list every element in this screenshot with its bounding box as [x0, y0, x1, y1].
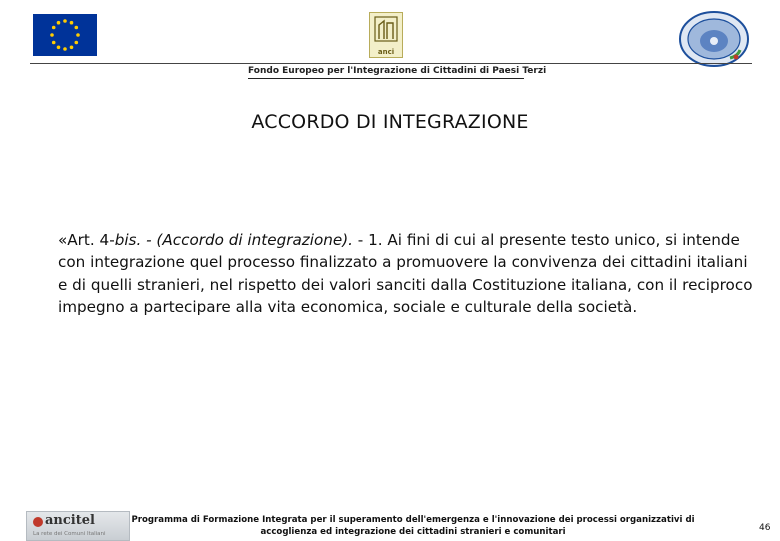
header-divider	[30, 63, 752, 64]
ancitel-logo	[26, 511, 130, 541]
fund-caption: Fondo Europeo per l'Integrazione di Cittadini di Paesi Terzi	[248, 66, 547, 76]
ancitel-mark-icon	[33, 517, 43, 527]
ancitel-logo-text: ancitel	[45, 513, 95, 528]
anci-logo	[369, 12, 403, 58]
eu-stars-icon	[33, 14, 97, 56]
article-lead: «Art. 4-	[58, 231, 115, 249]
program-footer	[118, 514, 708, 538]
anci-logo-text: anci	[377, 48, 395, 56]
page-title: ACCORDO DI INTEGRAZIONE	[251, 111, 529, 133]
page-number: 46	[759, 523, 771, 533]
fund-caption-underline	[248, 78, 524, 79]
program-footer-line-1: Programma di Formazione Integrata per il superamento dell'emergenza e l'innovazione dei processi organizzativi di	[131, 515, 695, 525]
anci-emblem-icon	[370, 13, 402, 49]
eu-flag-logo	[33, 14, 97, 56]
ancitel-logo-subtext: La rete dei Comuni Italiani	[33, 531, 106, 537]
organization-seal-logo	[678, 10, 750, 68]
seal-emblem-icon	[678, 10, 750, 68]
article-italic-heading: bis. - (Accordo di integrazione).	[114, 231, 353, 249]
article-paragraph	[58, 229, 758, 319]
program-footer-line-2: accoglienza ed integrazione dei cittadini stranieri e comunitari	[260, 527, 566, 537]
article-text: - 1. Ai fini di cui al presente testo unico, si intende con integrazione quel processo finalizzato a promuovere la convivenza dei cittadini italiani e di quelli stranieri, nel rispetto dei valori sanciti dalla Costituzione italiana, con il reciproco impegno a partecipare alla vita economica, sociale e culturale della società.	[58, 231, 753, 317]
